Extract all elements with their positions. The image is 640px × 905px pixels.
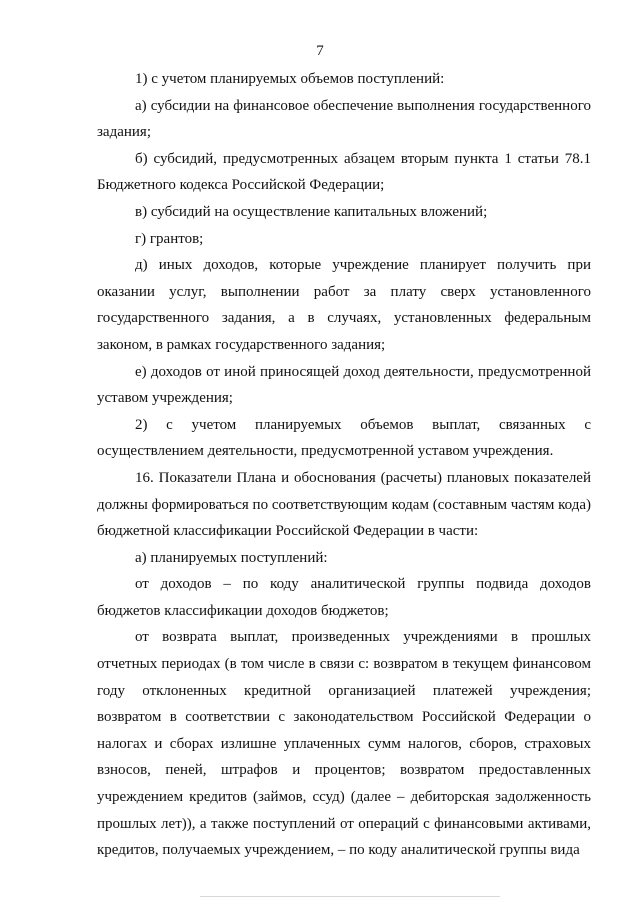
paragraph: от доходов – по коду аналитической группы подвида доходов бюджетов классификации доходов бюджетов;	[97, 576, 591, 619]
paragraph: д) иных доходов, которые учреждение планирует получить при оказании услуг, выполнении работ за плату сверх установленного государственного задания, а в случаях, установленных федеральным законом, в рамках государственного задания;	[97, 257, 591, 353]
paragraph: в) субсидий на осуществление капитальных вложений;	[135, 203, 488, 220]
scan-edge-line	[200, 896, 500, 897]
document-body	[97, 66, 591, 864]
paragraph: г) грантов;	[135, 230, 204, 247]
paragraph: а) планируемых поступлений:	[135, 549, 328, 566]
paragraph: 16. Показатели Плана и обоснования (расчеты) плановых показателей должны формироваться по соответствующим кодам (составным частям кода) бюджетной классификации Российской Федерации в части:	[97, 469, 591, 540]
paragraph: е) доходов от иной приносящей доход деятельности, предусмотренной уставом учреждения;	[97, 363, 591, 407]
paragraph: б) субсидий, предусмотренных абзацем вторым пункта 1 статьи 78.1 Бюджетного кодекса Российской Федерации;	[97, 150, 591, 194]
paragraph: от возврата выплат, произведенных учреждениями в прошлых отчетных периодах (в том числе в связи с: возвратом в текущем финансовом году отклоненных кредитной организацией платежей учреждения; возвратом в соответствии с законодательством Российской Федерации о налогах и сборах излишне уплаченных сумм налогов, сборов, страховых взносов, пеней, штрафов и процентов; возвратом предоставленных учреждением кредитов (займов, ссуд) (далее – дебиторская задолженность прошлых лет)), а также поступлений от операций с финансовыми активами, кредитов, получаемых учреждением, – по коду аналитической группы вида	[97, 629, 591, 859]
paragraph: 1) с учетом планируемых объемов поступлений:	[135, 71, 445, 87]
paragraph: а) субсидии на финансовое обеспечение выполнения государственного задания;	[97, 97, 591, 141]
page-number: 7	[316, 43, 324, 59]
paragraph: 2) с учетом планируемых объемов выплат, связанных с осуществлением деятельности, предусмотренной уставом учреждения.	[97, 416, 591, 460]
